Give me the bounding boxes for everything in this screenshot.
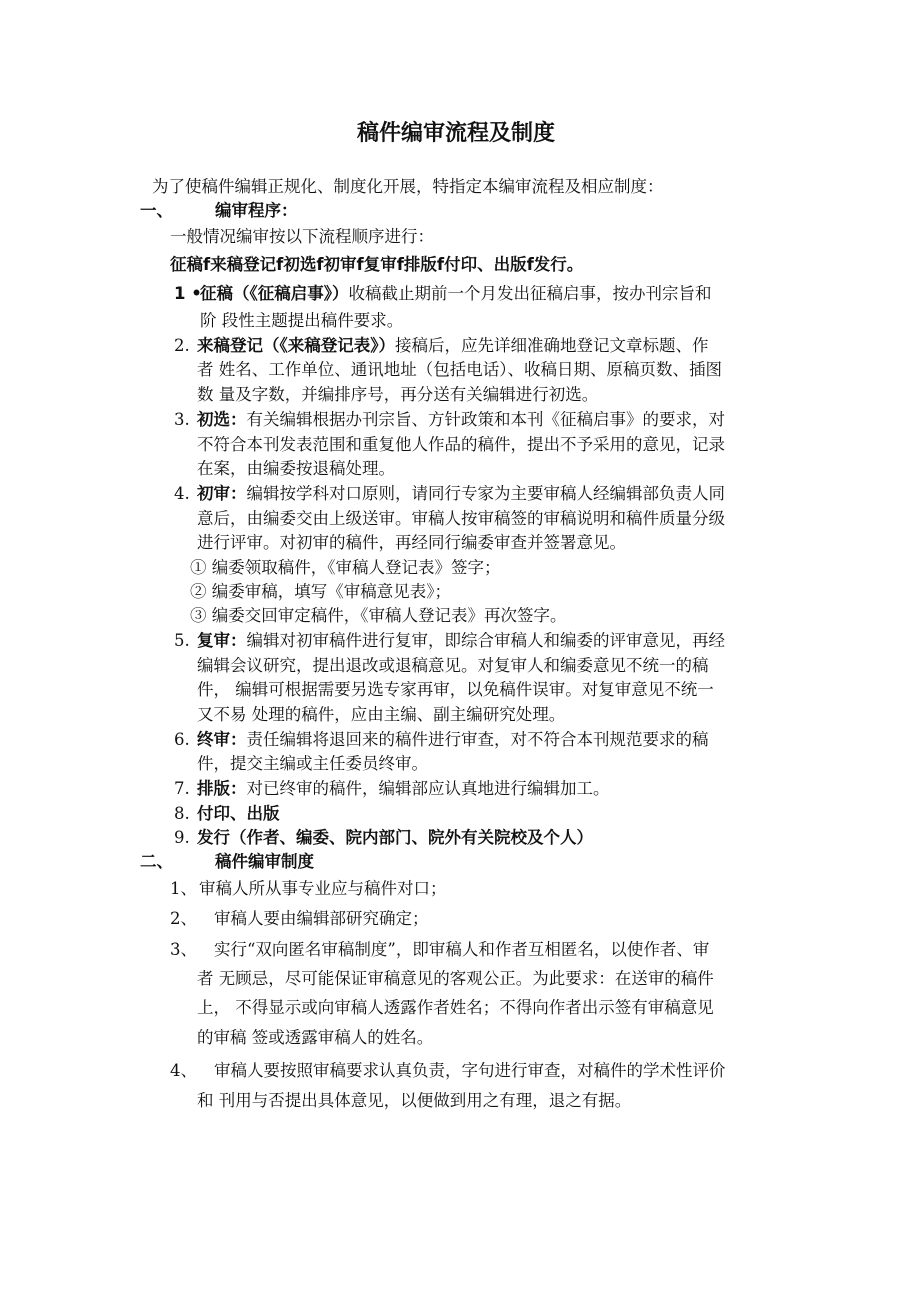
item2-line3: 数 量及字数，并编排序号，再分送有关编辑进行初选。	[197, 385, 599, 404]
rule4-line1: 审稿人要按照审稿要求认真负责，字句进行审查，对稿件的学术性评价	[214, 1061, 726, 1080]
rule1-line1: 审稿人所从事专业应与稿件对口；	[199, 879, 447, 898]
item4-sub1: ① 编委领取稿件，《审稿人登记表》签字；	[190, 558, 501, 577]
item2-number: 2.	[174, 336, 190, 355]
item5-term: 复审：	[197, 631, 247, 650]
item3-line2: 不符合本刊发表范围和重复他人作品的稿件，提出不予采用的意见，记录	[197, 435, 725, 454]
item9-term: 发行（作者、编委、院内部门、院外有关院校及个人）	[197, 828, 593, 847]
item6-line1	[197, 727, 709, 752]
item2-term: 来稿登记（《来稿登记表》）	[197, 336, 395, 355]
section2-heading: 稿件编审制度	[215, 852, 314, 871]
item4-line1	[197, 481, 725, 506]
item5-line1	[197, 628, 725, 653]
item1-number: 1 •	[174, 284, 202, 303]
rule4-line2: 和 刊用与否提出具体意见，以便做到用之有理，退之有据。	[197, 1091, 632, 1110]
intro-text: 为了使稿件编辑正规化、制度化开展，特指定本编审流程及相应制度：	[152, 177, 664, 196]
item7-line1	[197, 776, 610, 801]
item5-line3: 件， 编辑可根据需要另选专家再审，以免稿件误审。对复审意见不统一	[197, 680, 714, 699]
rule3-number: 3、	[170, 940, 197, 959]
item3-number: 3.	[174, 410, 190, 429]
item7-number: 7.	[174, 779, 190, 798]
item4-term: 初审：	[197, 484, 247, 503]
section1-lead: 一般情况编审按以下流程顺序进行：	[170, 227, 434, 246]
rule3-line1: 实行“双向匿名审稿制度”，即审稿人和作者互相匿名，以使作者、审	[214, 940, 710, 959]
section2-number: 二、	[140, 852, 173, 871]
item5-text: 编辑对初审稿件进行复审，即综合审稿人和编委的评审意见，再经	[246, 631, 725, 650]
item2-line2: 者 姓名、工作单位、通讯地址（包括电话）、收稿日期、原稿页数、插图	[197, 360, 722, 379]
item1-text: 收稿截止期前一个月发出征稿启事，按办刊宗旨和	[348, 284, 712, 303]
item4-sub3: ③ 编委交回审定稿件，《审稿人登记表》再次签字。	[190, 606, 567, 625]
document-title: 稿件编审流程及制度	[357, 121, 556, 146]
item4-line3: 进行评审。对初审的稿件，再经同行编委审查并签署意见。	[197, 533, 626, 552]
item8-term: 付印、出版	[197, 804, 280, 823]
item3-term: 初选：	[197, 410, 247, 429]
workflow-sequence: 征稿f来稿登记f初选f初审f复审f排版f付印、出版f发行。	[170, 255, 584, 274]
rule3-line3: 上， 不得显示或向审稿人透露作者姓名；不得向作者出示签有审稿意见	[197, 998, 714, 1017]
item8-number: 8.	[174, 804, 190, 823]
item4-text: 编辑按学科对口原则，请同行专家为主要审稿人经编辑部负责人同	[246, 484, 725, 503]
item4-sub2: ② 编委审稿，填写《审稿意见表》；	[190, 582, 451, 601]
rule3-line2: 者 无顾忌，尽可能保证审稿意见的客观公正。为此要求：在送审的稿件	[197, 969, 714, 988]
item6-term: 终审：	[197, 730, 247, 749]
item6-line2: 件，提交主编或主任委员终审。	[197, 754, 428, 773]
item6-number: 6.	[174, 730, 190, 749]
item7-term: 排版：	[197, 779, 247, 798]
item3-line1	[197, 407, 725, 432]
item3-text: 有关编辑根据办刊宗旨、方针政策和本刊《征稿启事》的要求，对	[246, 410, 725, 429]
rule4-number: 4、	[170, 1061, 197, 1080]
item3-line3: 在案，由编委按退稿处理。	[197, 459, 395, 478]
rule2-number: 2、	[170, 909, 197, 928]
item5-line4: 又不易 处理的稿件，应由主编、副主编研究处理。	[197, 705, 566, 724]
item2-text: 接稿后，应先详细准确地登记文章标题、作	[395, 336, 709, 355]
item2-line1	[197, 333, 709, 358]
rule1-number: 1、	[170, 879, 197, 898]
item5-line2: 编辑会议研究，提出退改或退稿意见。对复审人和编委意见不统一的稿	[197, 656, 709, 675]
rule3-line4: 的审稿 签或透露审稿人的姓名。	[197, 1028, 434, 1047]
item4-number: 4.	[174, 484, 190, 503]
section1-number: 一、	[140, 201, 173, 220]
section1-heading: 编审程序：	[215, 201, 298, 220]
item1-line1	[200, 281, 712, 306]
item4-line2: 意后，由编委交由上级送审。审稿人按审稿签的审稿说明和稿件质量分级	[197, 509, 725, 528]
item7-text: 对已终审的稿件，编辑部应认真地进行编辑加工。	[246, 779, 610, 798]
rule2-line1: 审稿人要由编辑部研究确定；	[214, 909, 429, 928]
item5-number: 5.	[174, 631, 190, 650]
item1-term: 征稿（《征稿启事》）	[200, 284, 349, 303]
item1-line2: 阶 段性主题提出稿件要求。	[200, 311, 404, 330]
item9-number: 9.	[174, 828, 190, 847]
item6-text: 责任编辑将退回来的稿件进行审查，对不符合本刊规范要求的稿	[246, 730, 709, 749]
